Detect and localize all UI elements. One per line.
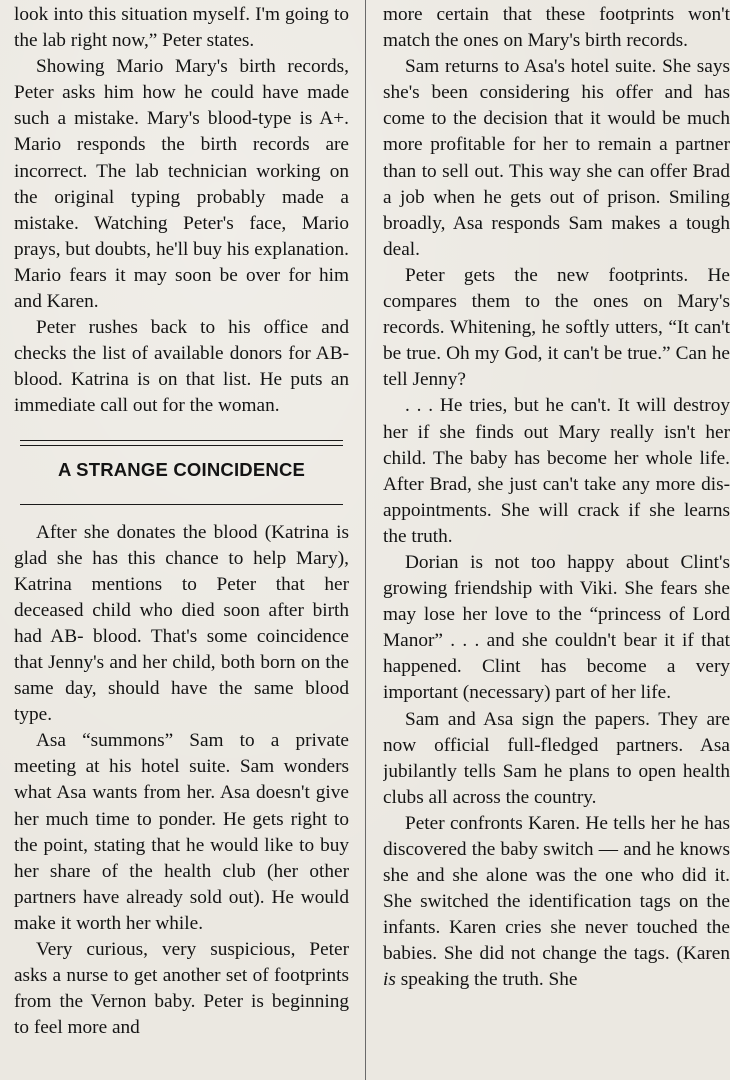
paragraph: . . . He tries, but he can't. It will destroy her if she finds out Mary really isn't her child. The baby has become her whole life. After Brad, she just can't take any more disappointments. She will crack if she learns the truth. bbox=[383, 395, 730, 547]
paragraph: Dorian is not too happy about Clint's growing friendship with Viki. She fears she may lose her love to the “princess of Lord Manor” . . . and she couldn't bear it if that happened. Clint has become a very important (necessary) part of her life. bbox=[383, 551, 730, 704]
paragraph-text: speaking the truth. She bbox=[395, 969, 578, 991]
paragraph: more certain that these footprints won't match the ones on Mary's birth records. bbox=[383, 4, 730, 52]
column-divider bbox=[365, 0, 366, 1080]
section-heading-box bbox=[14, 438, 349, 508]
double-rule-bottom bbox=[20, 445, 343, 446]
paragraph: Peter rushes back to his office and checks the list of available donors for AB- blood. Katrina is on that list. He puts an immediate call out for the woman. bbox=[14, 317, 349, 417]
heading-underline-rule bbox=[20, 504, 343, 505]
paragraph: look into this situation myself. I'm going to the lab right now,” Peter states. bbox=[14, 4, 349, 52]
paragraph: Sam and Asa sign the papers. They are now official full-fledged partners. Asa jubilantly tells Sam he plans to open health clubs all across the country. bbox=[383, 708, 730, 808]
section-heading: A STRANGE COINCIDENCE bbox=[57, 458, 306, 480]
left-column bbox=[14, 2, 349, 1080]
paragraph-text: Peter confronts Karen. He tells her he has discovered the baby switch — and he knows she and she alone was the one who did it. She switched the identification tags on the infants. Karen cries she never touched the babies. She did not change the tags. bbox=[383, 812, 730, 965]
paragraph-text: (Karen bbox=[676, 943, 730, 965]
paragraph: Asa “summons” Sam to a private meeting at his hotel suite. Sam wonders what Asa wants from her. Asa doesn't give her much time to ponder. He gets right to the point, stating that he would like to buy her share of the health club (her other partners have already sold out). He would make it worth her while. bbox=[14, 730, 349, 934]
paragraph: Very curious, very suspicious, Peter asks a nurse to get another set of footprints from the Vernon baby. Peter is beginning to feel more and bbox=[14, 939, 349, 1039]
double-rule-top bbox=[20, 440, 343, 441]
paragraph: Sam returns to Asa's hotel suite. She says she's been considering his offer and has come to the decision that it would be much more profitable for her to remain a partner than to sell out. This way she can offer Brad a job when he gets out of prison. Smiling broadly, Asa responds Sam makes a tough deal. bbox=[383, 56, 730, 260]
paragraph: Peter gets the new footprints. He compares them to the ones on Mary's records. Whitening, he softly utters, “It can't be true. Oh my God, it can't be true.” Can he tell Jenny? bbox=[383, 264, 730, 391]
paragraph: After she donates the blood (Katrina is glad she has this chance to help Mary), Katrina mentions to Peter that her deceased child who died soon after birth had AB- blood. That's some coincidence that Jenny's and her child, both born on the same day, should have the same blood type. bbox=[14, 521, 349, 726]
paragraph: Showing Mario Mary's birth records, Peter asks him how he could have made such a mistake. Mary's blood-type is A+. Mario responds the birth records are incorrect. The lab technician working on the original typing probably made a mistake. Watching Peter's face, Mario prays, but doubts, he'll buy his explanation. Mario fears it may soon be over for him and Karen. bbox=[14, 56, 349, 313]
right-column bbox=[383, 2, 730, 1080]
paragraph bbox=[383, 811, 730, 994]
emphasis-text: is bbox=[383, 969, 396, 991]
